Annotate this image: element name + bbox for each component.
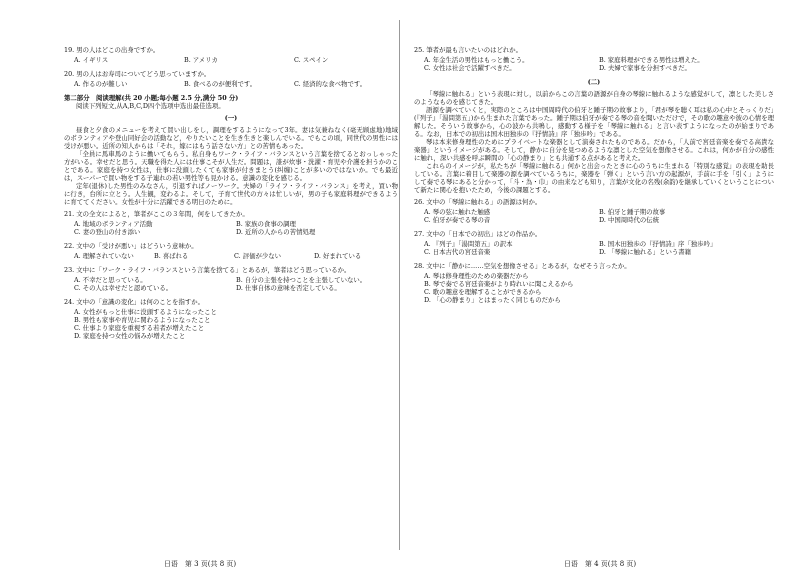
option: A. 不幸だと思っている。 bbox=[74, 276, 147, 284]
question-27: 27. 文中の「日本での初出」はどの作品か。 bbox=[414, 230, 542, 238]
option: A. 女性がもっと仕事に没頭するようになったこと bbox=[74, 308, 217, 316]
paragraph: 定年(退休)した男性のみなさん，引退すればノーワーク。夫婦の「ライフ・ライフ・バランス」を考え，買い物に行き，台所に立とう。人生観，変わるよ。そして，子育て世代の方々は忙しいが，男の子も家庭料理ができるように育ててください。女性が十分に活躍できる明日のために。 bbox=[64, 182, 398, 206]
option: A. 琴は修身理性のための楽器だから bbox=[424, 272, 529, 280]
question-25: 25. 筆者が最も言いたいのはどれか。 bbox=[414, 46, 523, 54]
option: C. スペイン bbox=[294, 56, 329, 64]
paragraph: 「琴線に触れる」という表現に対し，以前からこの言葉の語源が自身の琴線に触れるような感覚がして，凛とした美しさのようなものを感じてきた。 bbox=[414, 90, 774, 106]
option: C. 妻の登山の付き添い bbox=[74, 228, 141, 236]
option: B. アメリカ bbox=[184, 56, 218, 64]
question-19-options bbox=[64, 56, 398, 64]
question-24-options bbox=[64, 308, 398, 340]
option: C. 経済的な食べ物です。 bbox=[294, 80, 367, 88]
option: A. 年金生活の男性はもっと働こう。 bbox=[424, 56, 529, 64]
option: C. 日本古代の宮廷音楽 bbox=[424, 248, 491, 256]
paragraph: 昼食と夕食のメニューを考えて買い出しをし，調理をするようになって3年。妻は気兼ねなく(毫无顾虑地)地域のボランティアや登山同好会の活動など，やりたいことを生き生きと楽しんでいる。でもこの頃，同世代の男性には受けが悪い。近所の知人からは「それ，嫁にはもう話さない方」との苦情もあった。 bbox=[64, 126, 398, 150]
paragraph: 語源を調べていくと，実際のところは中国周時代の伯牙と鍾子期の故事より，「君が琴を聴く耳は私の心中とそっくりだ」(『列子』「湯問第五」)から生まれた言葉であった。鍾子期は伯牙が奏でる琴の音を聞いただけで，その歌の趣意や彼の心情を理解した。そういう故事から，心の波から共鳴し，感動する様子を「琴線に触れる」と言い表すようになったのが始まりである。なお，日本での初出は国木田独歩の『抒情詩』序「独歩吟」である。 bbox=[414, 106, 774, 138]
paragraph: これらのイメージが，私たちが「琴線に触れる」何かと出会ったときに心のうちに生まれる「特別な感覚」の表現を助長している。言葉に着目して楽器の源を調べているうちに，楽器を「弾く」という言い方の起源が，手前に手を「引く」ようにして奏でる琴にあると分かって，「斗・為・巾」の由来なども知り，言葉が文化の名残(余韵)を継承していくということについて新たに関心を抱いたため，今後の課題とする。 bbox=[414, 162, 774, 194]
right-page bbox=[400, 0, 800, 579]
question-23: 23. 文中に「ワーク・ライフ・バランスという言葉を捨てる」とあるが，筆者はどう思っているか。 bbox=[64, 266, 351, 274]
page-footer: 日语 第 3 页(共 8 页) bbox=[163, 560, 237, 568]
question-23-options bbox=[64, 276, 398, 292]
question-20: 20. 男の人はお寿司についてどう思っていますか。 bbox=[64, 70, 211, 78]
question-26: 26. 文中の「琴線に触れる」の語源は何か。 bbox=[414, 198, 542, 206]
option: A. 作るのが難しい bbox=[74, 80, 128, 88]
option: B. 家庭料理ができる男性は増えた。 bbox=[599, 56, 704, 64]
instruction: 阅读下列短文,从A,B,C,D四个选项中选出最佳选项。 bbox=[76, 102, 225, 110]
option: D. 中国周時代の伝統 bbox=[599, 216, 660, 224]
option: B. 伯牙と鍾子期の故事 bbox=[599, 208, 666, 216]
paragraph: 琴は本来修身理性のためにプライベートな楽器として演奏されたものである。だから，「人前で宮廷音楽を奏でる高貴な楽器」というイメージがある。そして，静かに自分を見つめるような凛とした空気を想像させる。これは，何かが自分の感性に触れ，深い共感を呼ぶ瞬間の「心の静まり」とも共通する点があると考えた。 bbox=[414, 138, 774, 162]
option: D. 仕事自体の意味を否定している。 bbox=[236, 284, 341, 292]
option: A. 琴の弦に触れた触感 bbox=[424, 208, 491, 216]
option: B. 自分の主張を持つことを主張していない。 bbox=[236, 276, 367, 284]
option: B. 男性も家事や育児に関わるようになったこと bbox=[74, 316, 211, 324]
option: D. 好まれている bbox=[314, 252, 362, 260]
question-20-options bbox=[64, 80, 398, 88]
section-title: 第二部分 阅读理解(共 20 小题;每小题 2.5 分,满分 50 分) bbox=[64, 94, 239, 102]
option: D. 近所の人からの苦情処理 bbox=[236, 228, 316, 236]
option: D. 「心の静まり」とはまったく同じものだから bbox=[424, 296, 561, 304]
option: B. 喜ばれる bbox=[154, 252, 189, 260]
option: B. 琴で奏でる宮廷音楽がより時れいに聞こえるから bbox=[424, 280, 574, 288]
option: B. 国木田独歩の『抒情詩』序「独歩吟」 bbox=[599, 240, 717, 248]
option: B. 家族の食事の調理 bbox=[236, 220, 296, 228]
paragraph: 「全員に馬車馬のように働いてもらう。私自身もワーク・ライフ・バランスという言葉を捨てるとおっしゃった方がいる。幸せだと思う。天職を得た人には仕事こそが人生だ。問題は，誰が炊事・洗濯・育児や介護を担うかのことである。家庭を持つ女性は，仕事に没頭したくても家事が付きまとう(纠缠)ことが多いのではないか。でも最近は，スーパーで買い物をする子連れの若い男性等も見かける。意識の変化を感じる。 bbox=[64, 150, 398, 182]
question-28: 28. 文中に「静かに……空気を想像させる」とあるが，なぜそう言ったか。 bbox=[414, 262, 631, 270]
option: A. 理解されていない bbox=[74, 252, 134, 260]
left-column bbox=[64, 46, 398, 346]
option: C. 歌の趣意を理解することができるから bbox=[424, 288, 542, 296]
question-19: 19. 男の人はどこの出身ですか。 bbox=[64, 46, 160, 54]
option: A. 『列子』「湯問第五」の訳本 bbox=[424, 240, 513, 248]
option: D. 「琴線に触れる」という書籍 bbox=[599, 248, 692, 256]
question-21: 21. 文の全文によると，筆者がここの３年間，何をしてきたか。 bbox=[64, 210, 249, 218]
passage-heading: (二) bbox=[587, 78, 601, 86]
question-26-options bbox=[414, 208, 774, 224]
passage-heading: (一) bbox=[224, 114, 238, 122]
question-27-options bbox=[414, 240, 774, 256]
option: B. 食べるのが便利です。 bbox=[184, 80, 257, 88]
option: A. 地域のボランティア活動 bbox=[74, 220, 153, 228]
page-footer: 日语 第 4 页(共 8 页) bbox=[563, 560, 637, 568]
option: D. 家庭を持つ女性の悩みが増えたこと bbox=[74, 332, 186, 340]
question-25-options bbox=[414, 56, 774, 72]
option: A. イギリス bbox=[74, 56, 109, 64]
option: C. 伯牙が奏でる琴の音 bbox=[424, 216, 491, 224]
option: C. 女性は社会で活躍すべきだ。 bbox=[424, 64, 516, 72]
option: C. 評価が少ない bbox=[234, 252, 282, 260]
question-28-options bbox=[414, 272, 774, 304]
question-22: 22. 文中の「受けが悪い」はどういう意味か。 bbox=[64, 242, 198, 250]
question-24: 24. 文中の「意識の変化」は何のことを指すか。 bbox=[64, 298, 205, 306]
option: C. その人は幸せだと認めている。 bbox=[74, 284, 173, 292]
question-22-options bbox=[64, 252, 398, 260]
right-column bbox=[414, 46, 774, 310]
option: D. 夫婦で家事を分担すべきだ。 bbox=[599, 64, 691, 72]
option: C. 仕事より家庭を重視する若者が増えたこと bbox=[74, 324, 205, 332]
question-21-options bbox=[64, 220, 398, 236]
